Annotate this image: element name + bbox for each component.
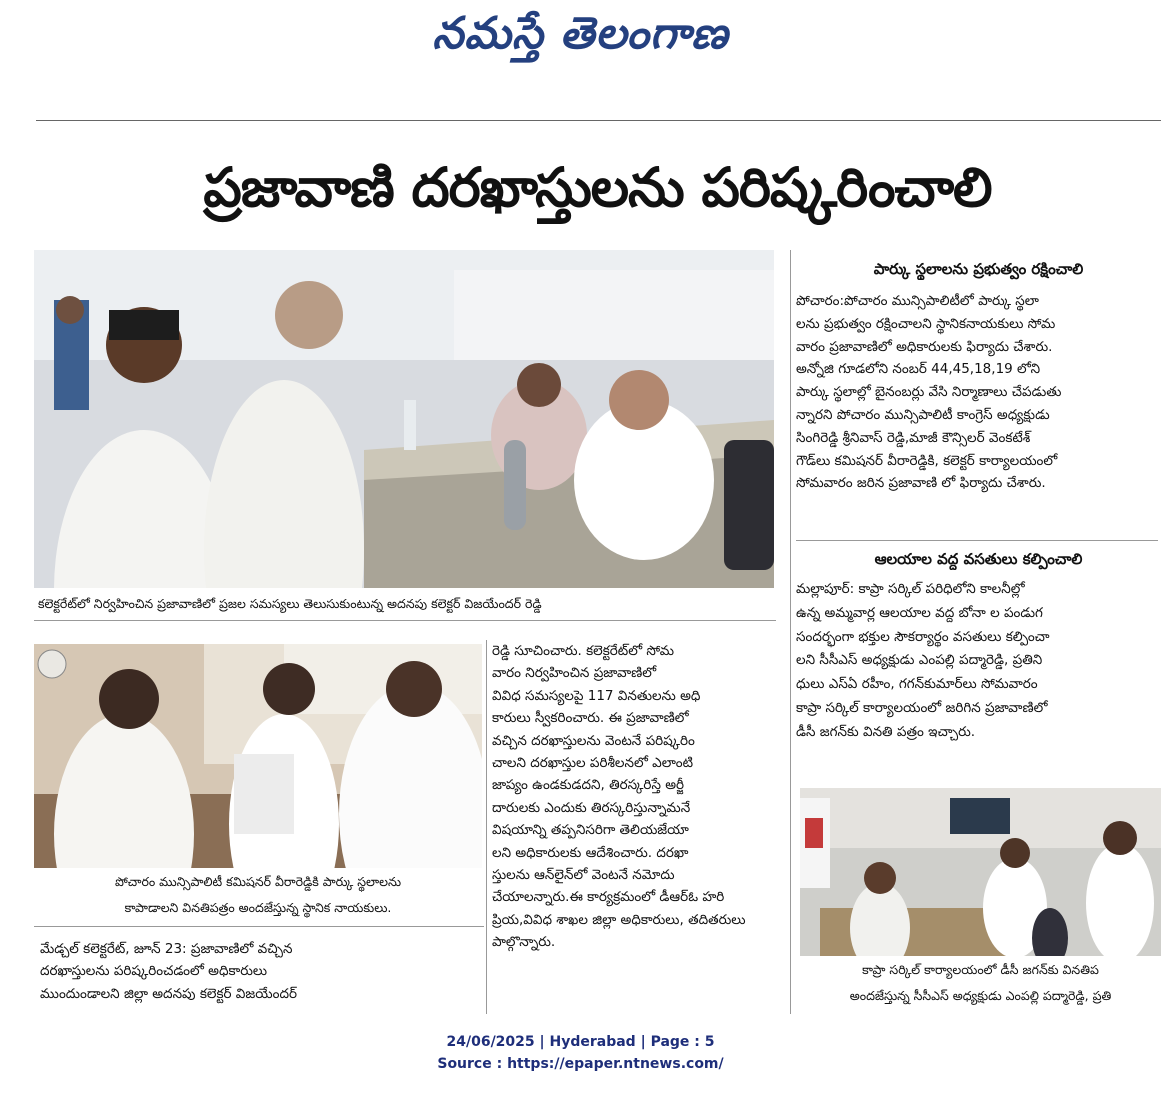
masthead-rule (36, 120, 1161, 121)
text-line: లని అధికారులకు ఆదేశించారు. దరఖా (492, 844, 689, 861)
lead-story-left-column (40, 938, 480, 1012)
text-line: విషయాన్ని తప్పనిసరిగా తెలియజేయా (492, 822, 689, 839)
text-line: స్తులను ఆన్‌లైన్‌లో వెంటనే నమోదు (492, 867, 675, 884)
text-line: ధులు ఎస్ఏ రహీం, గగన్‌కుమార్‌లు సోమవారం (796, 676, 1038, 693)
newspaper-masthead: నమస్తే తెలంగాణ (432, 8, 729, 59)
text-line: కాప్రా సర్కిల్ కార్యాలయంలో జరిగిన ప్రజావాణిలో (796, 699, 1048, 716)
text-line: లని సీసీఎస్ అధ్యక్షుడు ఎంపల్లి పద్మారెడ్డి, ప్రతిని (796, 652, 1043, 669)
text-line: జాప్యం ఉండకుడదని, తిరస్కరిస్తే అర్జీ (492, 777, 685, 794)
second-photo-caption-line1: పోచారం మున్సిపాలిటీ కమిషనర్ వీరారెడ్డికి పార్కు స్థలాలను (114, 874, 402, 889)
footer-source: Source : https://epaper.ntnews.com/ (437, 1056, 724, 1072)
text-line: ప్రియ,వివిధ శాఖల జిల్లా అధికారులు, తదితరులు (492, 911, 746, 928)
third-photo-caption-line2: అందజేస్తున్న సీసీఎస్ అధ్యక్షుడు ఎంపల్లి పద్మారెడ్డి, ప్రతి (849, 988, 1112, 1003)
caption-divider (34, 620, 776, 621)
main-photo-image (34, 250, 774, 588)
text-line: రెడ్డి సూచించారు. కలెక్టరేట్‌లో సోమ (492, 643, 674, 659)
text-line: సందర్భంగా భక్తుల సౌకర్యార్థం వసతులు కల్పించా (796, 628, 1050, 645)
text-line: దారులకు ఎందుకు తిరస్కరిస్తున్నామనే (492, 799, 691, 816)
text-line: న్నారని పోచారం మున్సిపాలిటీ కాంగ్రెస్ అధ్యక్షుడు (796, 406, 1050, 423)
text-line: వివిధ సమస్యలపై 117 వినతులను అధి (492, 687, 701, 704)
park-story-body (796, 290, 1156, 496)
second-photo (34, 644, 482, 868)
column-divider (486, 640, 487, 1014)
third-photo-caption-line1: కాప్రా సర్కిల్ కార్యాలయంలో డీసీ జగన్‌కు వినతిప (862, 962, 1099, 977)
text-line: మేడ్చల్ కలెక్టరేట్, జూన్ 23: ప్రజావాణిలో వచ్చిన (40, 941, 293, 957)
lead-story-right-column (492, 640, 772, 1014)
story-divider (796, 540, 1158, 541)
text-line: డీసీ జగన్‌కు వినతి పత్రం ఇచ్చారు. (796, 723, 976, 740)
text-line: ఉన్న అమ్మవార్ల ఆలయాల వద్ద బోనా ల పండుగ (796, 604, 1043, 621)
text-line: వచ్చిన దరఖాస్తులను వెంటనే పరిష్కరిం (492, 732, 695, 749)
main-photo-caption: కలెక్టరేట్‌లో నిర్వహించిన ప్రజావాణిలో ప్రజల సమస్యలు తెలుసుకుంటున్న అదనపు కలెక్టర్ విజయేందర్ రెడ్డి (38, 596, 542, 611)
third-photo (800, 788, 1161, 956)
text-line: పాల్గొన్నారు. (492, 934, 556, 951)
text-line: పార్కు స్థలాల్లో బైనంబర్లు వేసి నిర్మాణాలు చేపడుతు (796, 384, 1062, 401)
text-line: గౌడ్‌లు కమిషనర్ వీరారెడ్డికి, కలెక్టర్ కార్యాలయంలో (796, 452, 1058, 469)
text-line: మల్లాపూర్: కాప్రా సర్కిల్ పరిధిలోని కాలనీల్లో (796, 581, 1025, 597)
third-photo-image (800, 788, 1161, 956)
text-line: పోచారం:పోచారం మున్సిపాలిటీలో పార్కు స్థలా (796, 293, 1039, 309)
text-line: చాలని దరఖాస్తుల పరిశీలనలో ఎలాంటి (492, 755, 694, 772)
second-photo-image (34, 644, 482, 868)
second-caption-divider (34, 926, 484, 927)
footer-date-edition: 24/06/2025 | Hyderabad | Page : 5 (446, 1034, 715, 1050)
text-line: ముందుండాలని జిల్లా అదనపు కలెక్టర్ విజయేందర్ (40, 985, 297, 1002)
column-divider-right (790, 250, 791, 1014)
text-line: వారం నిర్వహించిన ప్రజావాణిలో (492, 665, 657, 682)
main-photo (34, 250, 774, 588)
temple-story-body (796, 578, 1156, 748)
second-photo-caption-line2: కాపాడాలని వినతిపత్రం అందజేస్తున్న స్థానిక నాయకులు. (124, 900, 392, 915)
text-line: చేయాలన్నారు.ఈ కార్యక్రమంలో డీఆర్ఓ హరి (492, 889, 725, 906)
text-line: వారం ప్రజావాణిలో అధికారులకు ఫిర్యాదు చేశారు. (796, 338, 1053, 355)
park-story-heading: పార్కు స్థలాలను ప్రభుత్వం రక్షించాలి (873, 260, 1084, 278)
page-headline: ప్రజావాణి దరఖాస్తులను పరిష్కరించాలి (203, 156, 992, 219)
temple-story-heading: ఆలయాల వద్ద వసతులు కల్పించాలి (874, 550, 1083, 568)
text-line: కారులు స్వీకరించారు. ఈ ప్రజావాణిలో (492, 710, 689, 727)
text-line: సోమవారం జరిన ప్రజావాణి లో ఫిర్యాదు చేశారు. (796, 475, 1046, 492)
text-line: సింగిరెడ్డి శ్రీనివాస్ రెడ్డి,మాజీ కౌన్సిలర్ వెంకటేశ్ (796, 429, 1031, 446)
text-line: అన్నోజి గూడలోని నంబర్ 44,45,18,19 లోని (796, 361, 1041, 378)
text-line: లను ప్రభుత్వం రక్షించాలని స్థానికనాయకులు సోమ (796, 315, 1056, 332)
text-line: దరఖాస్తులను పరిష్కరించడంలో అధికారులు (40, 963, 268, 980)
